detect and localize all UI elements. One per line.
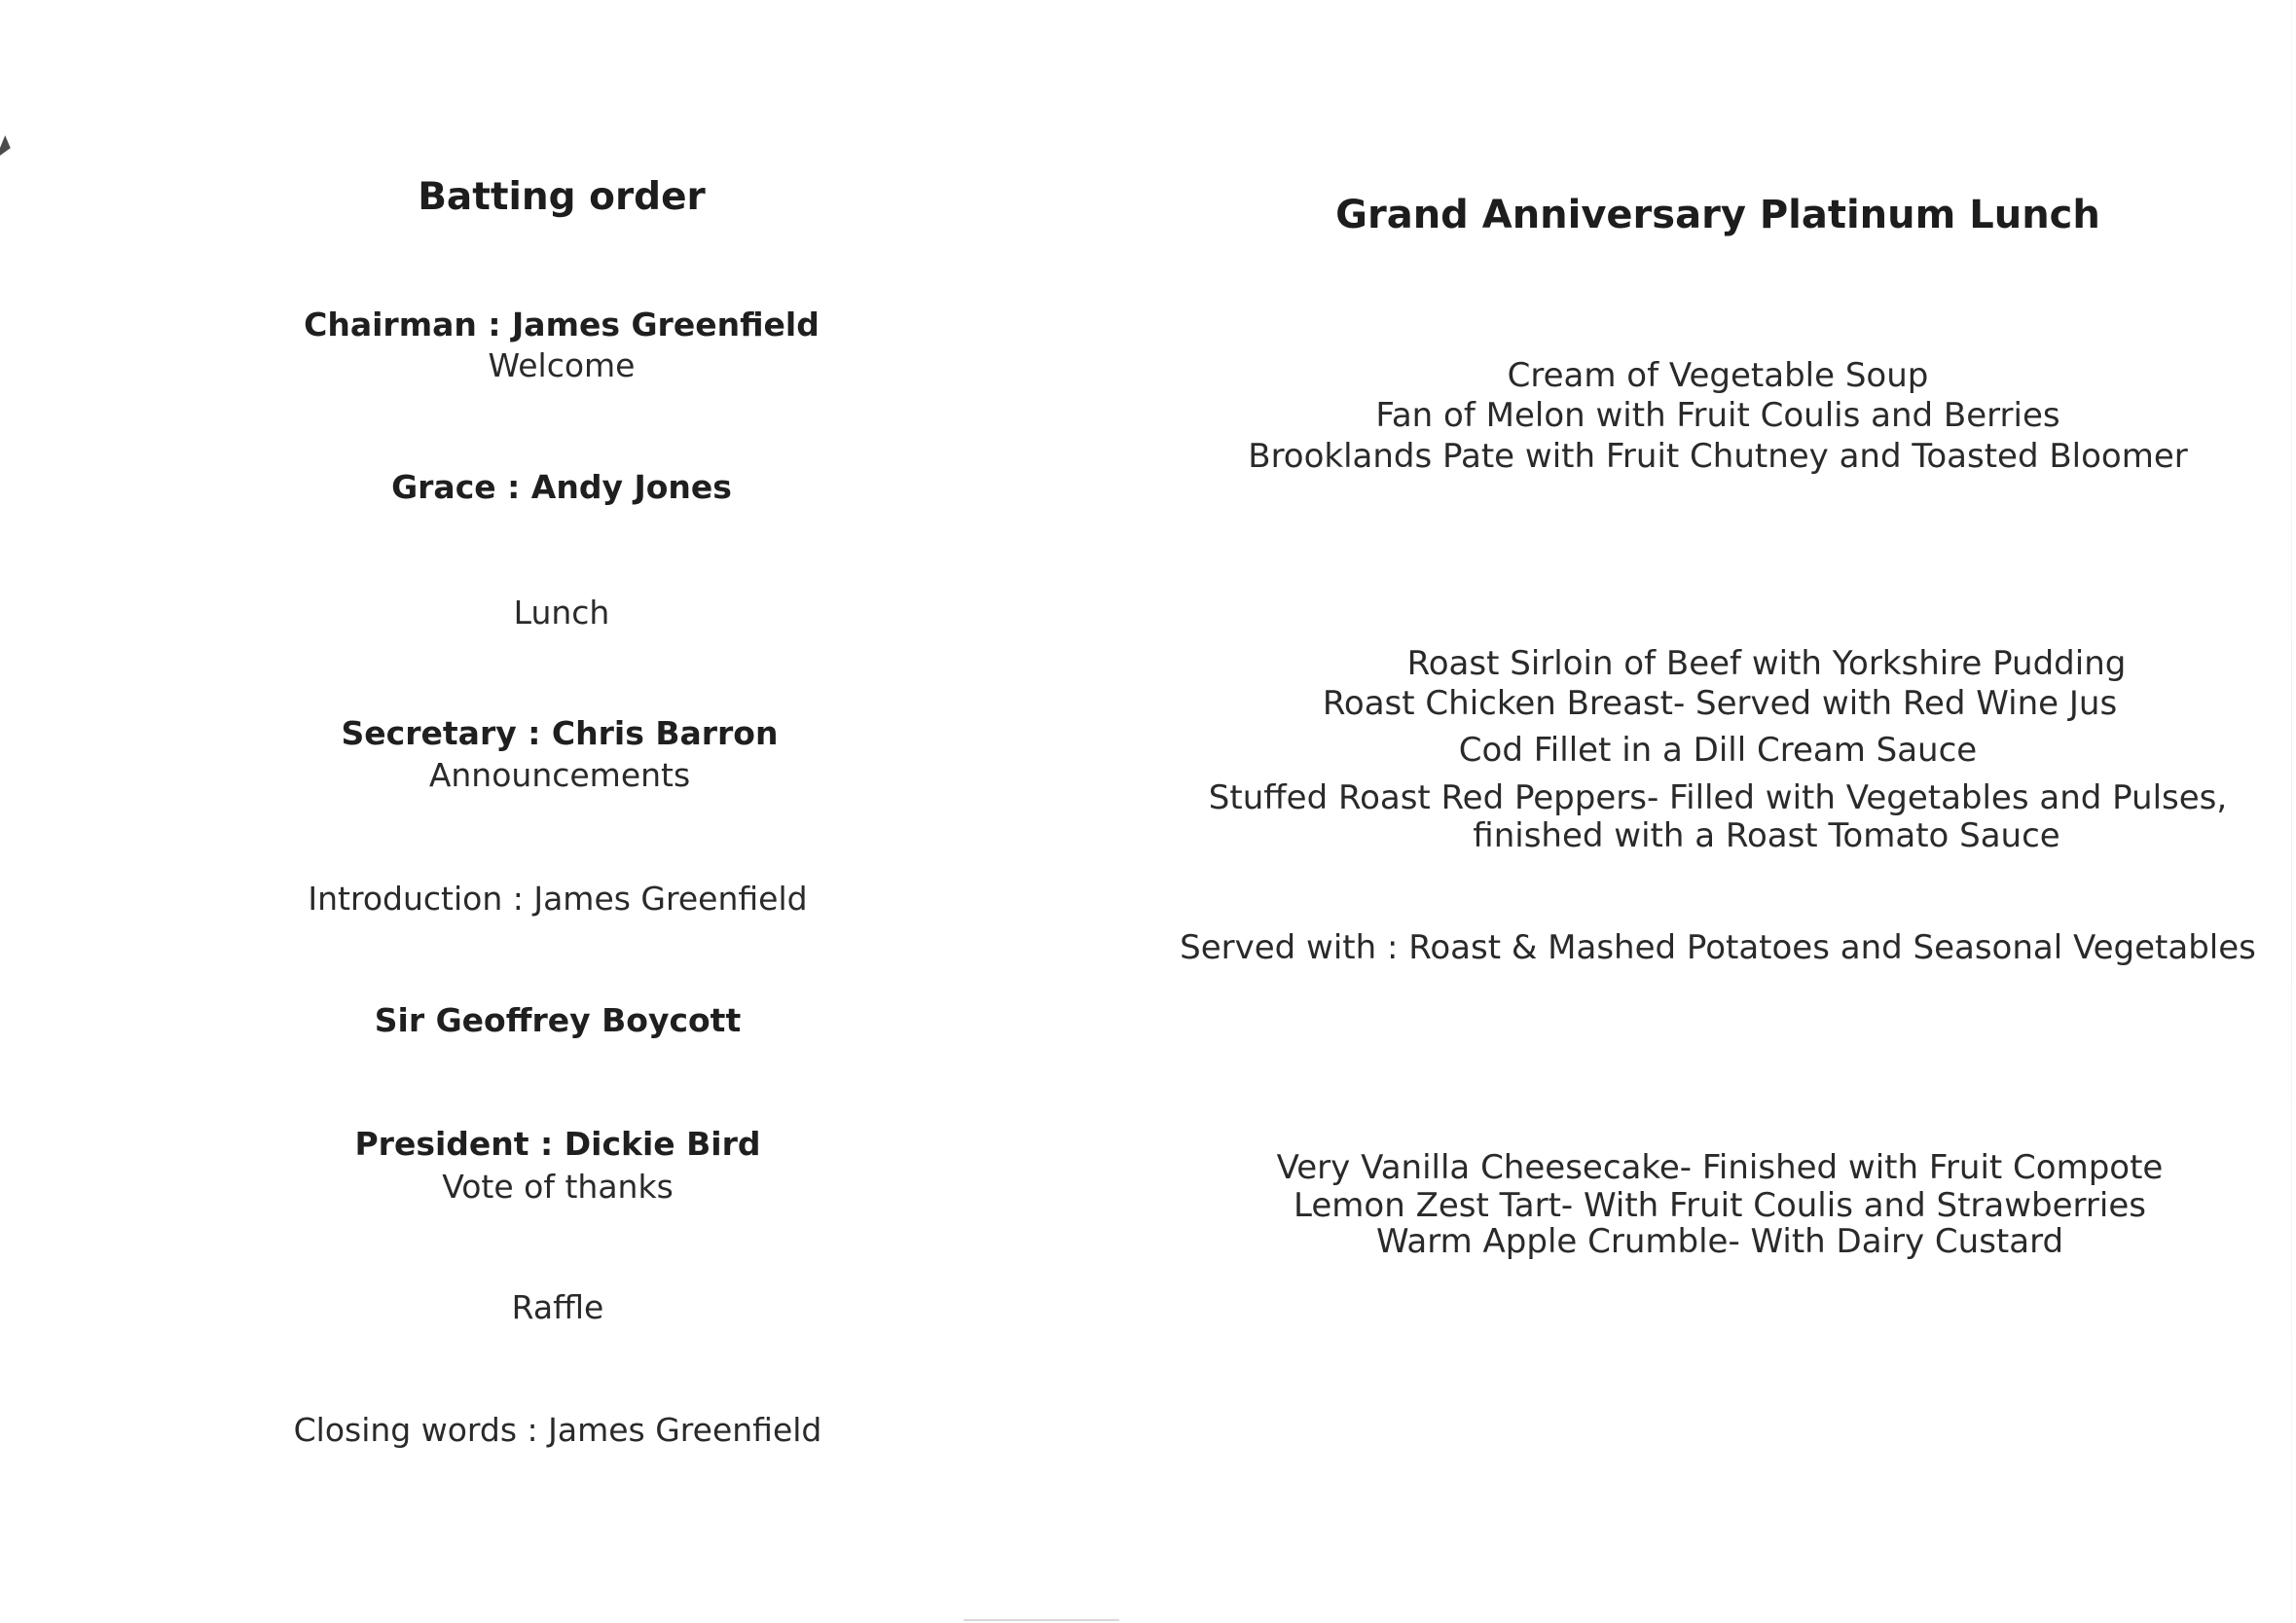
served-with-line: Served with : Roast & Mashed Potatoes and Seasonal Vegetables — [1180, 928, 2256, 967]
batting-order-title: Batting order — [418, 175, 706, 219]
welcome-line: Welcome — [488, 346, 636, 384]
bottom-fold-mark — [964, 1619, 1119, 1621]
main-item: finished with a Roast Tomato Sauce — [1473, 816, 2060, 855]
raffle-line: Raffle — [511, 1288, 604, 1326]
menu-title: Grand Anniversary Platinum Lunch — [1335, 193, 2100, 237]
chairman-line: Chairman : James Greenfield — [304, 306, 820, 343]
main-item: Roast Chicken Breast- Served with Red Wine Jus — [1322, 684, 2118, 723]
main-item: Stuffed Roast Red Peppers- Filled with Vegetables and Pulses, — [1208, 778, 2228, 817]
starter-item: Fan of Melon with Fruit Coulis and Berries — [1375, 396, 2060, 435]
closing-words-line: Closing words : James Greenfield — [293, 1411, 822, 1449]
grace-line: Grace : Andy Jones — [391, 468, 732, 506]
vote-of-thanks-line: Vote of thanks — [442, 1168, 674, 1206]
starter-item: Brooklands Pate with Fruit Chutney and Toasted Bloomer — [1248, 437, 2188, 476]
dessert-item: Lemon Zest Tart- With Fruit Coulis and Strawberries — [1294, 1186, 2146, 1225]
guest-speaker-line: Sir Geoffrey Boycott — [374, 1001, 742, 1039]
starter-item: Cream of Vegetable Soup — [1507, 356, 1929, 395]
page-edge-shadow — [2291, 0, 2292, 1623]
president-line: President : Dickie Bird — [354, 1125, 761, 1163]
secretary-line: Secretary : Chris Barron — [341, 714, 779, 752]
dessert-item: Very Vanilla Cheesecake- Finished with Fruit Compote — [1276, 1148, 2164, 1187]
dessert-item: Warm Apple Crumble- With Dairy Custard — [1375, 1222, 2064, 1261]
announcements-line: Announcements — [428, 756, 691, 794]
lunch-line: Lunch — [513, 594, 610, 631]
introduction-line: Introduction : James Greenfield — [308, 880, 808, 918]
main-item: Roast Sirloin of Beef with Yorkshire Pudding — [1406, 644, 2127, 683]
fold-mark — [0, 135, 15, 162]
main-item: Cod Fillet in a Dill Cream Sauce — [1458, 731, 1978, 770]
